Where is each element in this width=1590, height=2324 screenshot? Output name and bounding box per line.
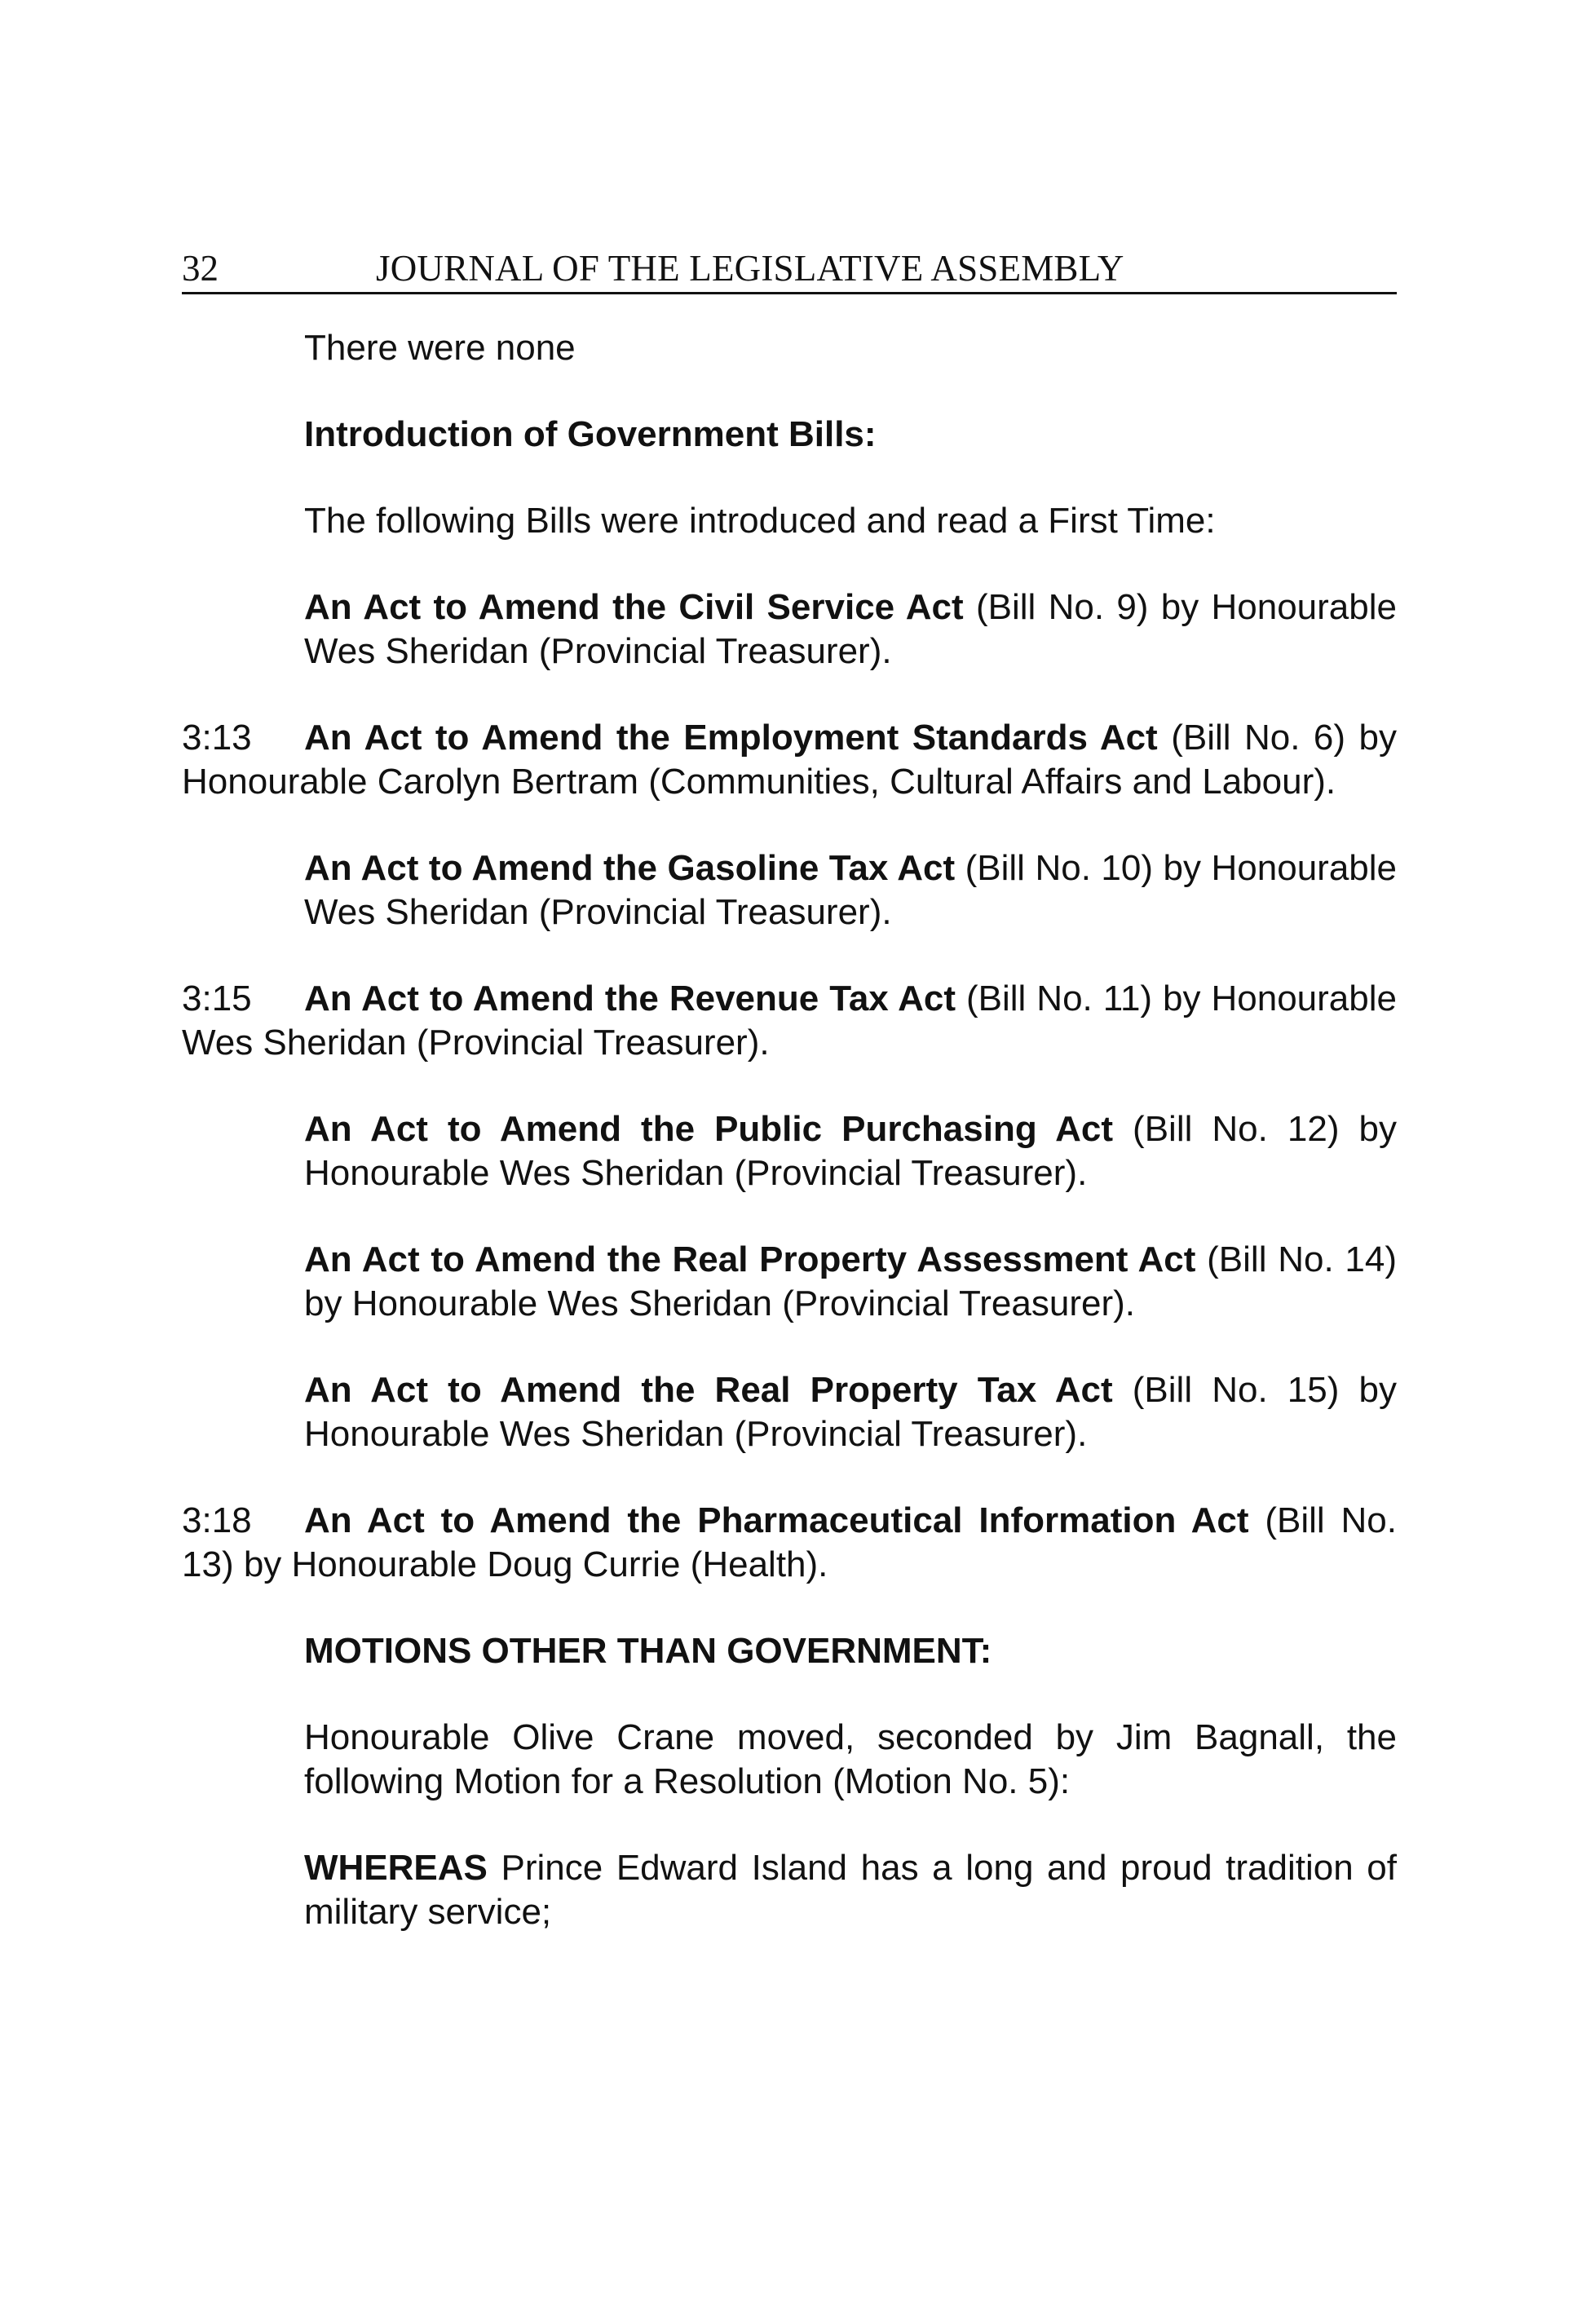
bill-title: An Act to Amend the Real Property Tax Act — [304, 1370, 1113, 1410]
bill-details: (Bill No. 13) by Honourable Doug Currie (Health). — [182, 1500, 1398, 1584]
bill-entry — [182, 846, 1397, 934]
bill-title: An Act to Amend the Real Property Assessment Act — [304, 1239, 1196, 1279]
bill-entry — [182, 716, 1397, 804]
time-stamp: 3:13 — [182, 718, 252, 758]
none-statement: There were none — [304, 328, 576, 368]
bill-entry — [182, 1107, 1397, 1195]
time-stamp: 3:18 — [182, 1500, 252, 1540]
bill-entry — [182, 1238, 1397, 1326]
bill-details: (Bill No. 15) by Honourable Wes Sheridan (Provincial Treasurer). — [304, 1370, 1397, 1454]
page-number: 32 — [182, 248, 219, 289]
first-reading-statement: The following Bills were introduced and read a First Time: — [304, 501, 1216, 541]
bill-details: (Bill No. 10) by Honourable Wes Sheridan (Provincial Treasurer). — [304, 848, 1398, 932]
bill-details: (Bill No. 12) by Honourable Wes Sheridan (Provincial Treasurer). — [304, 1109, 1397, 1193]
bill-title: An Act to Amend the Public Purchasing Act — [304, 1109, 1114, 1149]
time-stamp: 3:15 — [182, 979, 252, 1018]
bill-details: (Bill No. 9) by Honourable Wes Sheridan (Provincial Treasurer). — [304, 587, 1397, 671]
bill-details: (Bill No. 14) by Honourable Wes Sheridan (Provincial Treasurer). — [304, 1239, 1397, 1323]
bill-entry — [182, 977, 1397, 1065]
bill-title: An Act to Amend the Employment Standards Act — [304, 718, 1158, 758]
journal-body — [182, 326, 1397, 1977]
bill-entry — [182, 1499, 1397, 1587]
bill-title: An Act to Amend the Gasoline Tax Act — [304, 848, 956, 888]
whereas-label: WHEREAS — [304, 1848, 488, 1888]
bill-details: (Bill No. 6) by Honourable Carolyn Bertram (Communities, Cultural Affairs and Labour). — [182, 718, 1397, 802]
whereas-clause — [182, 1846, 1397, 1934]
bill-title: An Act to Amend the Civil Service Act — [304, 587, 964, 627]
bill-entry — [182, 585, 1397, 674]
bill-entry — [182, 1368, 1397, 1456]
running-title: JOURNAL OF THE LEGISLATIVE ASSEMBLY — [376, 248, 1124, 289]
running-header — [182, 245, 1397, 294]
bill-title: An Act to Amend the Revenue Tax Act — [304, 979, 956, 1018]
bill-details: (Bill No. 11) by Honourable Wes Sheridan (Provincial Treasurer). — [182, 979, 1397, 1063]
section-heading-motions: MOTIONS OTHER THAN GOVERNMENT: — [304, 1631, 992, 1671]
bill-title: An Act to Amend the Pharmaceutical Information Act — [304, 1500, 1249, 1540]
motion-statement: Honourable Olive Crane moved, seconded by Jim Bagnall, the following Motion for a Resolution (Motion No. 5): — [304, 1717, 1397, 1801]
whereas-text: Prince Edward Island has a long and proud tradition of military service; — [304, 1848, 1397, 1932]
section-heading-government-bills: Introduction of Government Bills: — [304, 414, 877, 454]
